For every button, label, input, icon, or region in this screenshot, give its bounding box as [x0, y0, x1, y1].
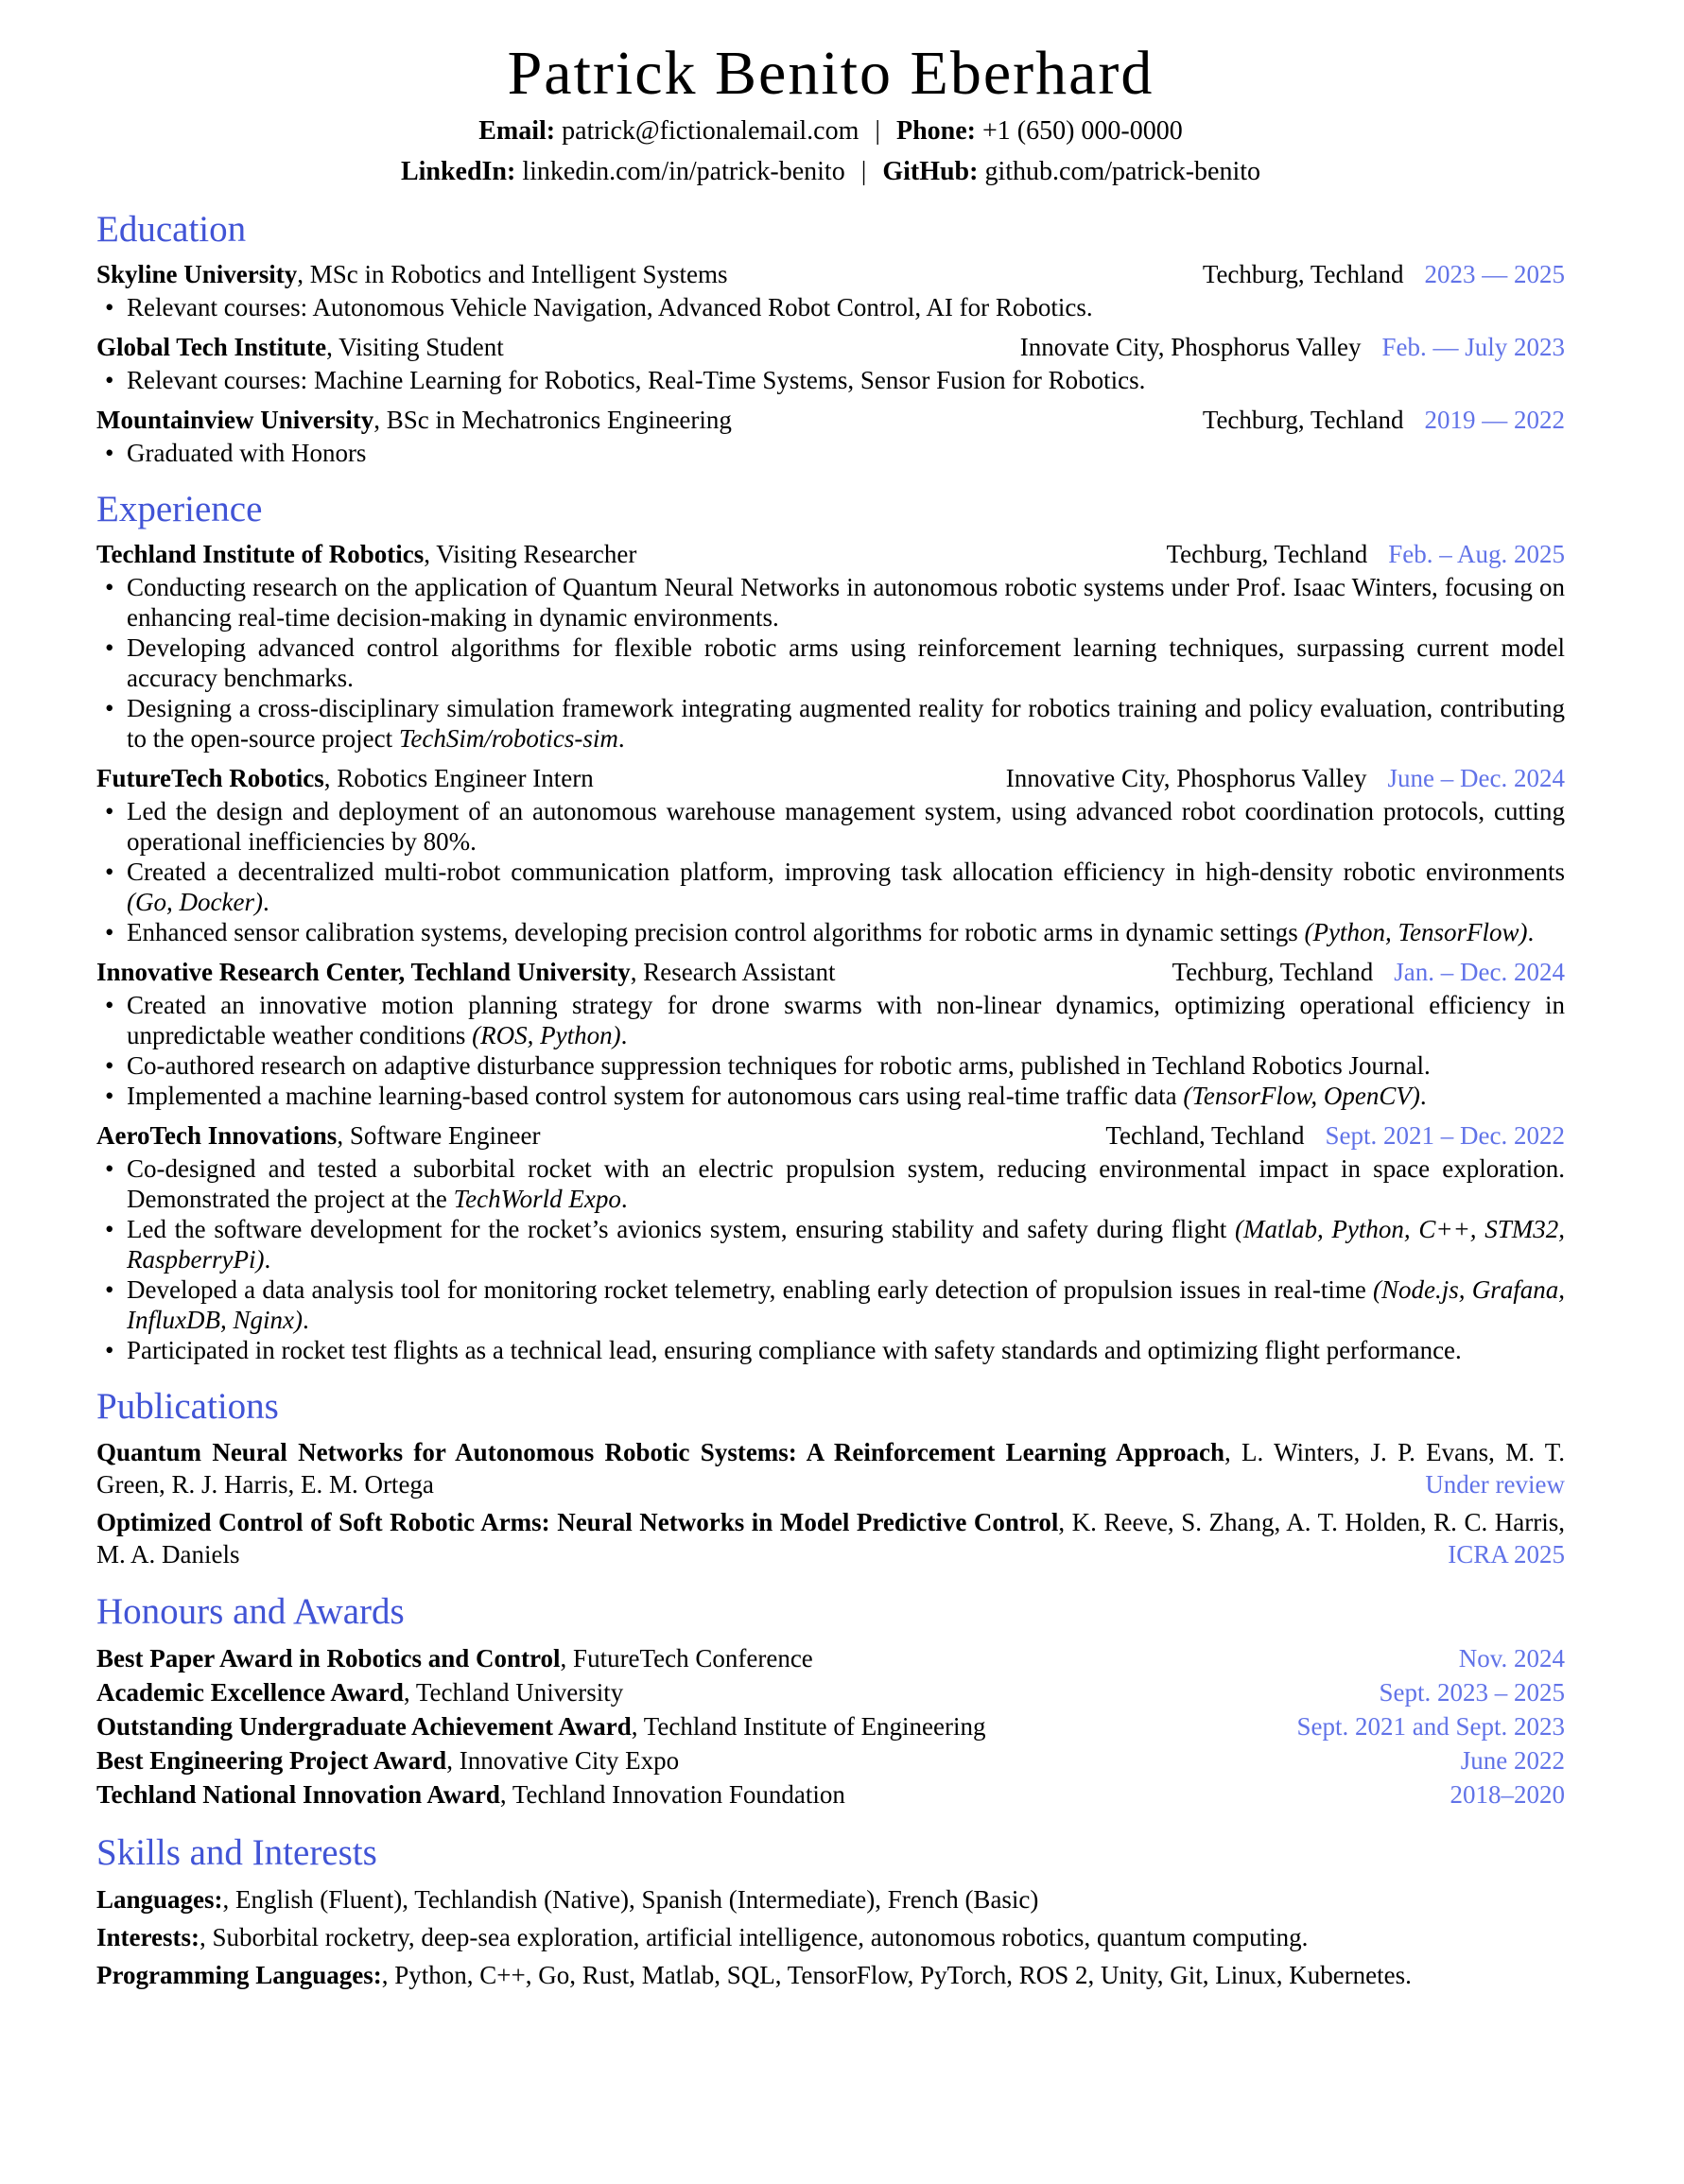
role-title: , Software Engineer [337, 1121, 541, 1151]
award-name-org [96, 1709, 986, 1743]
bullet-text-italic: (Node.js, Grafana, InfluxDB, Nginx) [127, 1275, 1565, 1335]
education-entry [96, 259, 1565, 322]
phone-label: Phone: [895, 116, 976, 147]
award-org: , Techland Innovation Foundation [499, 1780, 845, 1810]
entry-dates: Feb. – Aug. 2025 [1388, 540, 1565, 569]
bullet-text: Co-authored research on adaptive disturbance suppression techniques for robotic arms, published in Techland Robotics Journal. [127, 1051, 1431, 1081]
entry-location: Techburg, Techland [1202, 406, 1404, 435]
bullet-text: Enhanced sensor calibration systems, developing precision control algorithms for robotic arms in dynamic settings [127, 918, 1305, 947]
bullet-text-italic: TechWorld Expo [453, 1185, 621, 1214]
entry-location-dates [1167, 539, 1565, 570]
award-name: Outstanding Undergraduate Achievement Award [96, 1712, 632, 1742]
role-title: , Robotics Engineer Intern [323, 764, 594, 793]
award-row [96, 1777, 1565, 1811]
section-title-experience: Experience [96, 489, 263, 530]
phone-value: +1 (650) 000-0000 [981, 116, 1183, 147]
github-link[interactable]: github.com/patrick-benito [984, 157, 1261, 187]
bullet-list [96, 292, 1565, 322]
person-name: Patrick Benito Eberhard [507, 39, 1154, 108]
bullet-text: Implemented a machine learning-based control system for autonomous cars using real-time traffic data [127, 1082, 1184, 1111]
role-title: , Visiting Researcher [424, 540, 637, 569]
entry-location-dates [1203, 259, 1565, 290]
bullet-text: . [262, 888, 269, 917]
bullet-text: Created a decentralized multi-robot communication platform, improving task allocation efficiency in high-density robotic environments [127, 858, 1565, 887]
education-entry [96, 332, 1565, 395]
bullet-item [96, 1153, 1565, 1214]
bullet-text: . [302, 1306, 309, 1335]
publication-status: ICRA 2025 [1438, 1538, 1565, 1570]
org-name: Skyline University [96, 260, 298, 289]
bullet-item [96, 1214, 1565, 1274]
bullet-text: Developing advanced control algorithms for flexible robotic arms using reinforcement learning techniques, surpassing current model accuracy benchmarks. [127, 633, 1565, 693]
entry-location: Techland, Techland [1105, 1121, 1305, 1151]
experience-entry [96, 539, 1565, 754]
bullet-item [96, 292, 1565, 322]
section-title-publications: Publications [96, 1386, 279, 1428]
skills-line [96, 1958, 1565, 1992]
skills-line [96, 1882, 1565, 1916]
award-org: , FutureTech Conference [560, 1644, 813, 1673]
entry-org-role [96, 1120, 540, 1152]
section-experience [96, 491, 1565, 1365]
entry-dates: 2023 — 2025 [1424, 260, 1565, 289]
entry-header [96, 259, 1565, 290]
entry-location-dates [1105, 1120, 1565, 1152]
entry-location: Techburg, Techland [1166, 540, 1368, 569]
bullet-item [96, 917, 1565, 947]
entry-dates: Feb. — July 2023 [1381, 333, 1565, 362]
entry-dates: 2019 — 2022 [1424, 406, 1565, 435]
bullet-text: Led the design and deployment of an autonomous warehouse management system, using advanced robot coordination protocols, cutting operational inefficiencies by 80%. [127, 797, 1565, 857]
education-entry [96, 405, 1565, 468]
contact-separator: | [875, 116, 880, 147]
publication-entries [96, 1436, 1565, 1570]
entry-org-role [96, 259, 728, 290]
entry-location: Innovate City, Phosphorus Valley [1019, 333, 1362, 362]
entry-location-dates [1020, 332, 1565, 363]
entry-org-role [96, 332, 504, 363]
bullet-text: Led the software development for the rocket’s avionics system, ensuring stability and safety during flight [127, 1215, 1235, 1244]
award-org: , Innovative City Expo [446, 1746, 680, 1776]
bullet-list [96, 990, 1565, 1111]
award-name: Academic Excellence Award [96, 1678, 404, 1707]
award-row [96, 1675, 1565, 1709]
award-name: Best Paper Award in Robotics and Control [96, 1644, 561, 1673]
skills-label: Languages: [96, 1885, 223, 1915]
experience-entry [96, 1120, 1565, 1365]
skills-label: Interests: [96, 1923, 200, 1952]
org-name: FutureTech Robotics [96, 764, 324, 793]
award-name-org [96, 1641, 813, 1675]
section-awards [96, 1593, 1565, 1811]
bullet-list [96, 438, 1565, 468]
bullet-text: . [617, 724, 625, 754]
publication-status: Under review [1415, 1468, 1565, 1500]
award-date: Sept. 2021 and Sept. 2023 [1296, 1712, 1565, 1742]
entry-org-role [96, 405, 732, 436]
bullet-item [96, 1335, 1565, 1365]
skills-lines [96, 1882, 1565, 1992]
skills-text: , Python, C++, Go, Rust, Matlab, SQL, TensorFlow, PyTorch, ROS 2, Unity, Git, Linux, Kubernetes. [381, 1961, 1412, 1990]
entry-header [96, 332, 1565, 363]
experience-entries [96, 539, 1565, 1365]
role-title: , Research Assistant [630, 958, 836, 987]
award-name-org [96, 1777, 845, 1811]
role-title: , Visiting Student [326, 333, 504, 362]
bullet-text: Participated in rocket test flights as a technical lead, ensuring compliance with safety standards and optimizing flight performance. [127, 1336, 1462, 1365]
award-row [96, 1709, 1565, 1743]
entry-dates: June – Dec. 2024 [1387, 764, 1565, 793]
bullet-text-italic: (TensorFlow, OpenCV) [1183, 1082, 1420, 1111]
award-name-org [96, 1743, 679, 1777]
bullet-text-italic: TechSim/robotics-sim [398, 724, 618, 754]
role-title: , MSc in Robotics and Intelligent Systems [297, 260, 728, 289]
section-title-education: Education [96, 209, 247, 251]
publication-entry [96, 1436, 1565, 1500]
role-title: , BSc in Mechatronics Engineering [373, 406, 732, 435]
bullet-text-italic: (ROS, Python) [472, 1021, 621, 1050]
entry-header [96, 957, 1565, 988]
org-name: Innovative Research Center, Techland University [96, 958, 631, 987]
entry-location-dates [1203, 405, 1565, 436]
entry-org-role [96, 763, 594, 794]
bullet-text: . [1419, 1082, 1427, 1111]
bullet-text: Developed a data analysis tool for monitoring rocket telemetry, enabling early detection of propulsion issues in real-time [127, 1275, 1374, 1305]
bullet-text: Relevant courses: Autonomous Vehicle Navigation, Advanced Robot Control, AI for Robotics. [127, 293, 1093, 322]
education-entries [96, 259, 1565, 468]
publication-entry [96, 1506, 1565, 1570]
award-row [96, 1743, 1565, 1777]
award-name-org [96, 1675, 623, 1709]
bullet-item [96, 1081, 1565, 1111]
email-link[interactable]: patrick@fictionalemail.com [562, 116, 859, 147]
github-label: GitHub: [882, 157, 979, 187]
award-name: Techland National Innovation Award [96, 1780, 500, 1810]
entry-location: Techburg, Techland [1202, 260, 1404, 289]
publication-title: Optimized Control of Soft Robotic Arms: Neural Networks in Model Predictive Control [96, 1508, 1059, 1537]
bullet-text-italic: (Python, TensorFlow) [1304, 918, 1528, 947]
org-name: AeroTech Innovations [96, 1121, 338, 1151]
bullet-text: . [620, 1185, 628, 1214]
bullet-list [96, 572, 1565, 754]
bullet-item [96, 1274, 1565, 1335]
section-publications [96, 1388, 1565, 1570]
bullet-text: . [620, 1021, 628, 1050]
award-row [96, 1641, 1565, 1675]
section-title-awards: Honours and Awards [96, 1591, 405, 1633]
email-label: Email: [478, 116, 556, 147]
contact-separator: | [860, 157, 867, 187]
linkedin-label: LinkedIn: [400, 157, 516, 187]
bullet-item [96, 693, 1565, 754]
entry-location: Techburg, Techland [1172, 958, 1374, 987]
skills-text: , English (Fluent), Techlandish (Native), Spanish (Intermediate), French (Basic) [222, 1885, 1039, 1915]
bullet-text: Designing a cross-disciplinary simulation framework integrating augmented reality for robotics training and policy evaluation, contributing to the open-source project [127, 694, 1565, 754]
bullet-text: Relevant courses: Machine Learning for Robotics, Real-Time Systems, Sensor Fusion for Robotics. [127, 366, 1146, 395]
org-name: Global Tech Institute [96, 333, 327, 362]
entry-location-dates [1172, 957, 1565, 988]
bullet-text: Graduated with Honors [127, 439, 367, 468]
bullet-text: Co-designed and tested a suborbital rocket with an electric propulsion system, reducing environmental impact in space exploration. Demonstrated the project at the [127, 1154, 1565, 1214]
section-title-skills: Skills and Interests [96, 1832, 377, 1874]
entry-org-role [96, 957, 835, 988]
contact-line-linkedin-github [96, 155, 1565, 188]
entry-location: Innovative City, Phosphorus Valley [1005, 764, 1367, 793]
award-date: 2018–2020 [1450, 1780, 1565, 1810]
section-education [96, 211, 1565, 468]
entry-header [96, 539, 1565, 570]
contact-line-email-phone [96, 114, 1565, 147]
award-date: June 2022 [1460, 1746, 1565, 1776]
bullet-text: Created an innovative motion planning strategy for drone swarms with non-linear dynamics, optimizing operational efficiency in unpredictable weather conditions [127, 991, 1565, 1050]
award-org: , Techland University [403, 1678, 624, 1707]
experience-entry [96, 763, 1565, 947]
bullet-item [96, 857, 1565, 917]
bullet-text-italic: (Go, Docker) [127, 888, 263, 917]
linkedin-link[interactable]: linkedin.com/in/patrick-benito [522, 157, 845, 187]
bullet-item [96, 1050, 1565, 1081]
entry-org-role [96, 539, 636, 570]
bullet-text-italic: (Matlab, Python, C++, STM32, RaspberryPi) [127, 1215, 1566, 1274]
bullet-list [96, 796, 1565, 947]
bullet-item [96, 365, 1565, 395]
bullet-item [96, 990, 1565, 1050]
entry-header [96, 1120, 1565, 1152]
section-skills [96, 1834, 1565, 1992]
bullet-item [96, 572, 1565, 633]
bullet-text: Conducting research on the application of Quantum Neural Networks in autonomous robotic systems under Prof. Isaac Winters, focusing on enhancing real-time decision-making in dynamic environments. [127, 573, 1565, 633]
skills-line [96, 1920, 1565, 1954]
award-entries [96, 1641, 1565, 1811]
bullet-list [96, 365, 1565, 395]
publication-authors: , K. Reeve, S. Zhang, A. T. Holden, R. C. Harris, M. A. Daniels [96, 1508, 1566, 1569]
publication-authors: , L. Winters, J. P. Evans, M. T. Green, R. J. Harris, E. M. Ortega [96, 1438, 1566, 1499]
org-name: Techland Institute of Robotics [96, 540, 425, 569]
entry-location-dates [1006, 763, 1565, 794]
skills-text: , Suborbital rocketry, deep-sea exploration, artificial intelligence, autonomous robotics, quantum computing. [199, 1923, 1309, 1952]
entry-dates: Sept. 2021 – Dec. 2022 [1325, 1121, 1565, 1151]
resume-header [96, 40, 1565, 188]
bullet-item [96, 796, 1565, 857]
experience-entry [96, 957, 1565, 1111]
entry-header [96, 763, 1565, 794]
bullet-item [96, 438, 1565, 468]
bullet-text: . [264, 1245, 271, 1274]
bullet-text: . [1527, 918, 1535, 947]
award-name: Best Engineering Project Award [96, 1746, 447, 1776]
skills-label: Programming Languages: [96, 1961, 382, 1990]
org-name: Mountainview University [96, 406, 374, 435]
award-date: Nov. 2024 [1458, 1644, 1565, 1673]
award-date: Sept. 2023 – 2025 [1379, 1678, 1565, 1707]
bullet-item [96, 633, 1565, 693]
entry-dates: Jan. – Dec. 2024 [1394, 958, 1565, 987]
entry-header [96, 405, 1565, 436]
award-org: , Techland Institute of Engineering [631, 1712, 986, 1742]
publication-title: Quantum Neural Networks for Autonomous Robotic Systems: A Reinforcement Learning Approach [96, 1438, 1224, 1467]
bullet-list [96, 1153, 1565, 1365]
